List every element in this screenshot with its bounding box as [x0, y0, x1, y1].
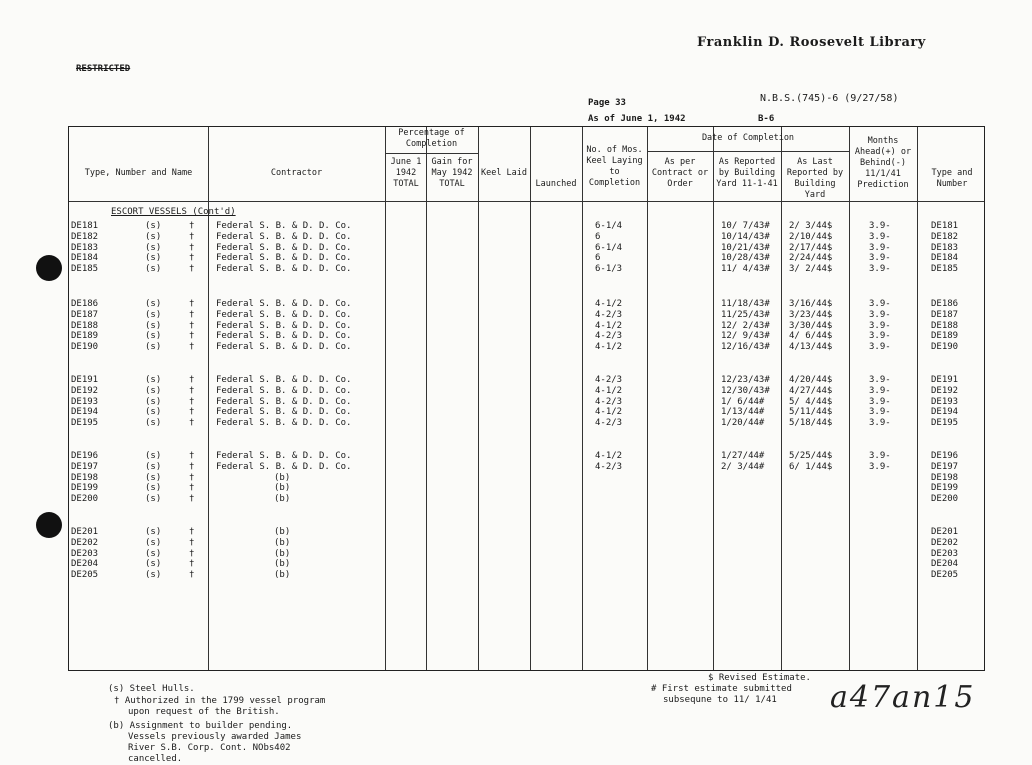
- cell-reported: 12/ 2/43#: [721, 320, 770, 331]
- cell-months: 4-1/2: [595, 342, 623, 353]
- cell-last: 4/13/44$: [789, 342, 833, 353]
- cell-mark: †: [189, 309, 195, 320]
- cell-mark: †: [189, 375, 195, 385]
- cell-type: DE182: [931, 231, 959, 242]
- cell-mark: †: [189, 570, 195, 581]
- cell-steel: (s): [145, 342, 162, 353]
- cell-ahead: 3.9-: [869, 253, 891, 264]
- table-row: [69, 232, 984, 243]
- cell-steel: (s): [145, 242, 162, 253]
- sheet-id: B-6: [758, 114, 775, 124]
- cell-ahead: 3.9-: [869, 299, 891, 309]
- col-june-total: June 1 1942 TOTAL: [390, 157, 422, 189]
- cell-steel: (s): [145, 231, 162, 242]
- classification-stamp: RESTRICTED: [76, 64, 131, 74]
- cell-hull: DE202: [71, 537, 99, 548]
- cell-ahead: 3.9-: [869, 309, 891, 320]
- cell-mark: †: [189, 320, 195, 331]
- cell-hull: DE197: [71, 461, 99, 472]
- cell-type: DE196: [931, 451, 959, 461]
- footnote-dagger-2: upon request of the British.: [128, 707, 280, 717]
- cell-last: 3/30/44$: [789, 320, 833, 331]
- cell-ahead: 3.9-: [869, 221, 891, 231]
- cell-ahead: 3.9-: [869, 385, 891, 396]
- col-gain-may: Gain for May 1942 TOTAL: [431, 157, 473, 189]
- cell-steel: (s): [145, 309, 162, 320]
- cell-mark: †: [189, 537, 195, 548]
- cell-hull: DE187: [71, 309, 99, 320]
- table-row: [69, 559, 984, 570]
- col-type-number: Type and Number: [931, 168, 973, 189]
- cell-steel: (s): [145, 570, 162, 581]
- col-contractor: Contractor: [270, 168, 323, 178]
- cell-contractor: (b): [274, 559, 291, 570]
- cell-mark: †: [189, 527, 195, 537]
- cell-type: DE185: [931, 264, 959, 275]
- cell-months: 4-2/3: [595, 331, 623, 342]
- cell-steel: (s): [145, 264, 162, 275]
- cell-contractor: Federal S. B. & D. D. Co.: [216, 231, 352, 242]
- cell-hull: DE181: [71, 221, 99, 231]
- footnote-first-1: # First estimate submitted: [651, 684, 792, 694]
- cell-contractor: (b): [274, 483, 291, 494]
- progress-table: [68, 126, 985, 671]
- cell-last: 2/17/44$: [789, 242, 833, 253]
- table-row: [69, 331, 984, 342]
- cell-type: DE195: [931, 418, 959, 429]
- cell-steel: (s): [145, 418, 162, 429]
- cell-months: 4-1/2: [595, 320, 623, 331]
- cell-months: 6-1/4: [595, 221, 623, 231]
- cell-contractor: Federal S. B. & D. D. Co.: [216, 299, 352, 309]
- cell-hull: DE194: [71, 407, 99, 418]
- cell-type: DE181: [931, 221, 959, 231]
- cell-mark: †: [189, 231, 195, 242]
- cell-reported: 1/27/44#: [721, 451, 765, 461]
- cell-contractor: Federal S. B. & D. D. Co.: [216, 331, 352, 342]
- cell-type: DE192: [931, 385, 959, 396]
- cell-months: 6: [595, 231, 601, 242]
- cell-steel: (s): [145, 299, 162, 309]
- cell-hull: DE196: [71, 451, 99, 461]
- cell-ahead: 3.9-: [869, 375, 891, 385]
- section-title: ESCORT VESSELS (Cont'd): [111, 207, 236, 217]
- cell-hull: DE188: [71, 320, 99, 331]
- table-row: [69, 451, 984, 462]
- cell-reported: 11/18/43#: [721, 299, 770, 309]
- cell-last: 2/24/44$: [789, 253, 833, 264]
- cell-contractor: Federal S. B. & D. D. Co.: [216, 451, 352, 461]
- cell-type: DE187: [931, 309, 959, 320]
- cell-ahead: 3.9-: [869, 242, 891, 253]
- cell-reported: 12/23/43#: [721, 375, 770, 385]
- cell-ahead: 3.9-: [869, 418, 891, 429]
- cell-hull: DE198: [71, 472, 99, 483]
- cell-contractor: Federal S. B. & D. D. Co.: [216, 342, 352, 353]
- footnote-first-2: subsequne to 11/ 1/41: [663, 695, 777, 705]
- cell-type: DE197: [931, 461, 959, 472]
- cell-contractor: (b): [274, 527, 291, 537]
- table-row: [69, 407, 984, 418]
- cell-ahead: 3.9-: [869, 451, 891, 461]
- cell-steel: (s): [145, 461, 162, 472]
- cell-mark: †: [189, 342, 195, 353]
- cell-hull: DE193: [71, 396, 99, 407]
- cell-mark: †: [189, 451, 195, 461]
- cell-contractor: Federal S. B. & D. D. Co.: [216, 242, 352, 253]
- table-row: [69, 299, 984, 310]
- cell-hull: DE190: [71, 342, 99, 353]
- cell-mark: †: [189, 407, 195, 418]
- cell-contractor: Federal S. B. & D. D. Co.: [216, 418, 352, 429]
- cell-steel: (s): [145, 385, 162, 396]
- cell-months: 4-1/2: [595, 299, 623, 309]
- cell-ahead: 3.9-: [869, 264, 891, 275]
- cell-hull: DE204: [71, 559, 99, 570]
- cell-last: 5/25/44$: [789, 451, 833, 461]
- cell-steel: (s): [145, 494, 162, 505]
- table-row: [69, 243, 984, 254]
- cell-contractor: Federal S. B. & D. D. Co.: [216, 407, 352, 418]
- cell-steel: (s): [145, 320, 162, 331]
- cell-reported: 12/16/43#: [721, 342, 770, 353]
- library-stamp: Franklin D. Roosevelt Library: [697, 35, 926, 50]
- table-row: [69, 321, 984, 332]
- cell-steel: (s): [145, 537, 162, 548]
- cell-hull: DE195: [71, 418, 99, 429]
- table-row: [69, 538, 984, 549]
- cell-hull: DE201: [71, 527, 99, 537]
- table-row: [69, 570, 984, 581]
- cell-type: DE189: [931, 331, 959, 342]
- cell-type: DE191: [931, 375, 959, 385]
- table-row: [69, 386, 984, 397]
- cell-months: 6-1/4: [595, 242, 623, 253]
- cell-hull: DE205: [71, 570, 99, 581]
- cell-reported: 11/25/43#: [721, 309, 770, 320]
- cell-hull: DE192: [71, 385, 99, 396]
- cell-last: 5/ 4/44$: [789, 396, 833, 407]
- cell-steel: (s): [145, 375, 162, 385]
- cell-mark: †: [189, 559, 195, 570]
- cell-contractor: Federal S. B. & D. D. Co.: [216, 320, 352, 331]
- table-row: [69, 221, 984, 232]
- col-launched: Launched: [535, 179, 577, 189]
- cell-steel: (s): [145, 331, 162, 342]
- cell-hull: DE185: [71, 264, 99, 275]
- footnote-revised: $ Revised Estimate.: [708, 673, 811, 683]
- cell-ahead: 3.9-: [869, 396, 891, 407]
- footnote-b-2: Vessels previously awarded James: [128, 732, 302, 742]
- cell-mark: †: [189, 242, 195, 253]
- stamp-extra: N.B.S.(745)-6 (9/27/58): [760, 93, 899, 104]
- page-label: Page 33: [588, 98, 626, 108]
- footnote-steel: (s) Steel Hulls.: [108, 684, 195, 694]
- footnote-b-3: River S.B. Corp. Cont. NObs402: [128, 743, 291, 753]
- cell-contractor: Federal S. B. & D. D. Co.: [216, 385, 352, 396]
- cell-last: 5/11/44$: [789, 407, 833, 418]
- cell-months: 4-2/3: [595, 375, 623, 385]
- cell-last: 5/18/44$: [789, 418, 833, 429]
- cell-type: DE205: [931, 570, 959, 581]
- cell-hull: DE182: [71, 231, 99, 242]
- cell-last: 3/23/44$: [789, 309, 833, 320]
- cell-last: 2/ 3/44$: [789, 221, 833, 231]
- cell-ahead: 3.9-: [869, 407, 891, 418]
- as-of-date: As of June 1, 1942: [588, 114, 686, 124]
- cell-steel: (s): [145, 472, 162, 483]
- table-row: [69, 342, 984, 353]
- cell-months: 6-1/3: [595, 264, 623, 275]
- cell-type: DE188: [931, 320, 959, 331]
- cell-contractor: (b): [274, 472, 291, 483]
- footnote-b-1: (b) Assignment to builder pending.: [108, 721, 293, 731]
- cell-steel: (s): [145, 483, 162, 494]
- cell-mark: †: [189, 331, 195, 342]
- cell-mark: †: [189, 253, 195, 264]
- col-as-last: As Last Reported by Building Yard: [786, 157, 844, 200]
- cell-ahead: 3.9-: [869, 461, 891, 472]
- cell-steel: (s): [145, 221, 162, 231]
- cell-hull: DE203: [71, 548, 99, 559]
- table-row: [69, 264, 984, 275]
- cell-months: 4-2/3: [595, 396, 623, 407]
- punch-hole-top: [36, 255, 62, 281]
- cell-steel: (s): [145, 253, 162, 264]
- cell-contractor: Federal S. B. & D. D. Co.: [216, 264, 352, 275]
- punch-hole-bottom: [36, 512, 62, 538]
- cell-last: 4/27/44$: [789, 385, 833, 396]
- col-months-ahead: Months Ahead(+) or Behind(-) 11/1/41 Prediction: [854, 136, 912, 190]
- cell-reported: 1/20/44#: [721, 418, 765, 429]
- cell-last: 3/ 2/44$: [789, 264, 833, 275]
- cell-contractor: (b): [274, 494, 291, 505]
- cell-last: 3/16/44$: [789, 299, 833, 309]
- cell-mark: †: [189, 264, 195, 275]
- cell-reported: 10/28/43#: [721, 253, 770, 264]
- cell-months: 4-2/3: [595, 418, 623, 429]
- cell-contractor: Federal S. B. & D. D. Co.: [216, 221, 352, 231]
- cell-type: DE194: [931, 407, 959, 418]
- table-row: [69, 473, 984, 484]
- cell-hull: DE183: [71, 242, 99, 253]
- handwritten-note: a47an15: [830, 680, 976, 715]
- cell-months: 4-1/2: [595, 451, 623, 461]
- cell-mark: †: [189, 396, 195, 407]
- table-row: [69, 527, 984, 538]
- cell-hull: DE189: [71, 331, 99, 342]
- cell-mark: †: [189, 472, 195, 483]
- cell-last: 2/10/44$: [789, 231, 833, 242]
- col-as-per-contract: As per Contract or Order: [651, 157, 709, 189]
- cell-ahead: 3.9-: [869, 320, 891, 331]
- cell-contractor: Federal S. B. & D. D. Co.: [216, 396, 352, 407]
- cell-contractor: (b): [274, 537, 291, 548]
- cell-type: DE202: [931, 537, 959, 548]
- cell-ahead: 3.9-: [869, 331, 891, 342]
- cell-reported: 2/ 3/44#: [721, 461, 765, 472]
- cell-mark: †: [189, 299, 195, 309]
- table-row: [69, 397, 984, 408]
- cell-reported: 1/13/44#: [721, 407, 765, 418]
- cell-mark: †: [189, 461, 195, 472]
- cell-contractor: (b): [274, 548, 291, 559]
- table-row: [69, 418, 984, 429]
- cell-reported: 12/ 9/43#: [721, 331, 770, 342]
- table-row: [69, 462, 984, 473]
- cell-mark: †: [189, 483, 195, 494]
- cell-mark: †: [189, 548, 195, 559]
- cell-reported: 10/21/43#: [721, 242, 770, 253]
- cell-mark: †: [189, 385, 195, 396]
- cell-contractor: Federal S. B. & D. D. Co.: [216, 253, 352, 264]
- cell-type: DE200: [931, 494, 959, 505]
- cell-mark: †: [189, 494, 195, 505]
- cell-months: 4-2/3: [595, 309, 623, 320]
- cell-contractor: Federal S. B. & D. D. Co.: [216, 461, 352, 472]
- col-as-reported: As Reported by Building Yard 11-1-41: [716, 157, 778, 189]
- cell-reported: 10/14/43#: [721, 231, 770, 242]
- cell-type: DE183: [931, 242, 959, 253]
- table-row: [69, 494, 984, 505]
- cell-contractor: Federal S. B. & D. D. Co.: [216, 375, 352, 385]
- cell-type: DE201: [931, 527, 959, 537]
- cell-hull: DE191: [71, 375, 99, 385]
- cell-steel: (s): [145, 527, 162, 537]
- footnote-dagger-1: † Authorized in the 1799 vessel program: [114, 696, 326, 706]
- cell-type: DE190: [931, 342, 959, 353]
- footnote-b-4: cancelled.: [128, 754, 183, 764]
- col-keel-laid: Keel Laid: [480, 168, 528, 178]
- cell-ahead: 3.9-: [869, 231, 891, 242]
- cell-last: 4/20/44$: [789, 375, 833, 385]
- table-row: [69, 549, 984, 560]
- cell-type: DE184: [931, 253, 959, 264]
- cell-months: 4-2/3: [595, 461, 623, 472]
- cell-type: DE186: [931, 299, 959, 309]
- col-type-name: Type, Number and Name: [84, 168, 193, 178]
- cell-months: 6: [595, 253, 601, 264]
- table-row: [69, 375, 984, 386]
- cell-months: 4-1/2: [595, 407, 623, 418]
- cell-hull: DE200: [71, 494, 99, 505]
- cell-reported: 11/ 4/43#: [721, 264, 770, 275]
- cell-mark: †: [189, 418, 195, 429]
- col-percentage-group: Percentage of Completion: [398, 128, 465, 149]
- cell-last: 6/ 1/44$: [789, 461, 833, 472]
- table-row: [69, 483, 984, 494]
- cell-reported: 1/ 6/44#: [721, 396, 765, 407]
- cell-steel: (s): [145, 451, 162, 461]
- cell-type: DE198: [931, 472, 959, 483]
- cell-type: DE199: [931, 483, 959, 494]
- cell-mark: †: [189, 221, 195, 231]
- cell-type: DE203: [931, 548, 959, 559]
- cell-steel: (s): [145, 559, 162, 570]
- cell-type: DE193: [931, 396, 959, 407]
- cell-ahead: 3.9-: [869, 342, 891, 353]
- table-row: [69, 253, 984, 264]
- cell-type: DE204: [931, 559, 959, 570]
- cell-hull: DE184: [71, 253, 99, 264]
- cell-reported: 12/30/43#: [721, 385, 770, 396]
- cell-steel: (s): [145, 548, 162, 559]
- cell-hull: DE186: [71, 299, 99, 309]
- cell-months: 4-1/2: [595, 385, 623, 396]
- cell-steel: (s): [145, 407, 162, 418]
- col-date-group: Date of Completion: [701, 133, 795, 143]
- cell-last: 4/ 6/44$: [789, 331, 833, 342]
- cell-contractor: Federal S. B. & D. D. Co.: [216, 309, 352, 320]
- cell-steel: (s): [145, 396, 162, 407]
- cell-reported: 10/ 7/43#: [721, 221, 770, 231]
- col-months-keel: No. of Mos. Keel Laying to Completion: [586, 145, 643, 188]
- cell-hull: DE199: [71, 483, 99, 494]
- table-row: [69, 310, 984, 321]
- cell-contractor: (b): [274, 570, 291, 581]
